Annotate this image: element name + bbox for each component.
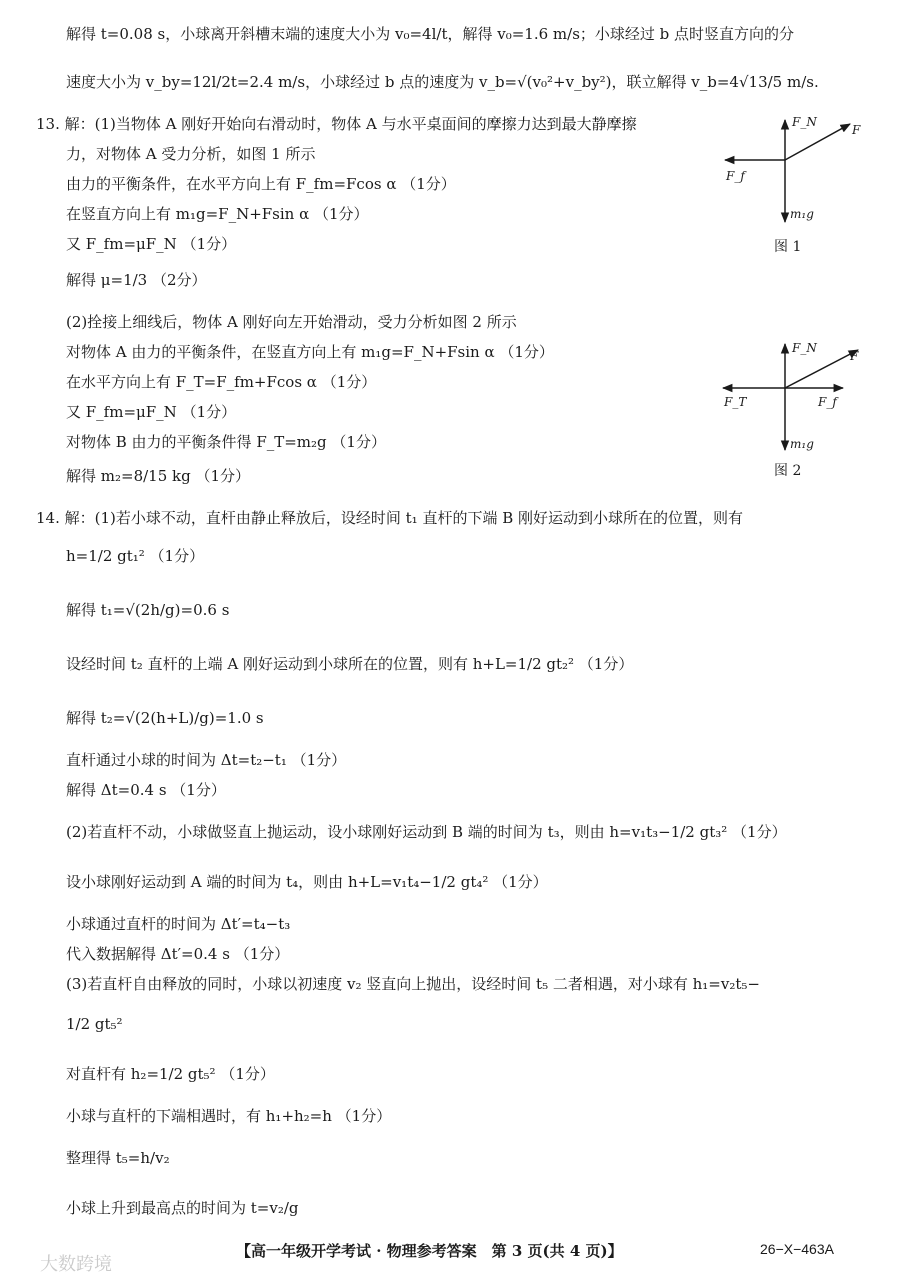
text-line: 又 F_fm=μF_N （1分） xyxy=(66,403,237,421)
text-line: (3)若直杆自由释放的同时，小球以初速度 v₂ 竖直向上抛出，设经时间 t₅ 二者相遇，对小球有 h₁=v₂t₅− xyxy=(66,975,760,993)
text-line: 解得 Δt=0.4 s （1分） xyxy=(66,781,226,799)
label-ft: F_T xyxy=(724,395,747,409)
label-mg: m₁g xyxy=(790,437,814,451)
text-line: 小球上升到最高点的时间为 t=v₂/g xyxy=(66,1199,299,1217)
label-ff: F_f xyxy=(818,395,837,409)
text-line: 解得 t₂=√(2(h+L)/g)=1.0 s xyxy=(66,709,264,727)
label-fn: F_N xyxy=(792,115,817,129)
label-f: F xyxy=(852,123,861,137)
page-footer: 【高一年级开学考试 · 物理参考答案 第 3 页(共 4 页)】 xyxy=(236,1242,623,1260)
applied-force-arrow xyxy=(785,124,850,160)
document-code: 26−X−463A xyxy=(760,1241,834,1257)
text-line: 1/2 gt₅² xyxy=(66,1015,123,1033)
figure-1-caption: 图 1 xyxy=(774,239,802,255)
text-line: 解得 μ=1/3 （2分） xyxy=(66,271,207,289)
label-mg: m₁g xyxy=(790,207,814,221)
text-line: 对物体 A 由力的平衡条件，在竖直方向上有 m₁g=F_N+Fsin α （1分） xyxy=(66,343,554,361)
text-line: 小球通过直杆的时间为 Δt′=t₄−t₃ xyxy=(66,915,291,933)
text-line: 由力的平衡条件，在水平方向上有 F_fm=Fcos α （1分） xyxy=(66,175,456,193)
text-line: 速度大小为 v_by=12l/2t=2.4 m/s，小球经过 b 点的速度为 v_b=√(v₀²+v_by²)，联立解得 v_b=4√13/5 m/s. xyxy=(66,73,819,91)
label-ff: F_f xyxy=(726,169,745,183)
text-line: 直杆通过小球的时间为 Δt=t₂−t₁ （1分） xyxy=(66,751,347,769)
text-line: 在竖直方向上有 m₁g=F_N+Fsin α （1分） xyxy=(66,205,369,223)
text-line: 对直杆有 h₂=1/2 gt₅² （1分） xyxy=(66,1065,275,1083)
text-line: 解得 m₂=8/15 kg （1分） xyxy=(66,467,251,485)
text-line: (2)若直杆不动，小球做竖直上抛运动，设小球刚好运动到 B 端的时间为 t₃，则由 h=v₁t₃−1/2 gt₃² （1分） xyxy=(66,823,787,841)
text-line: 代入数据解得 Δt′=0.4 s （1分） xyxy=(66,945,290,963)
label-f: F xyxy=(850,349,859,363)
watermark: 大数跨境 xyxy=(40,1254,112,1275)
label-fn: F_N xyxy=(792,341,817,355)
question-14-heading: 14. 解：(1)若小球不动，直杆由静止释放后，设经时间 t₁ 直杆的下端 B 刚好运动到小球所在的位置，则有 xyxy=(36,509,744,527)
text-line: 设小球刚好运动到 A 端的时间为 t₄，则由 h+L=v₁t₄−1/2 gt₄² （1分） xyxy=(66,873,548,891)
text-line: 整理得 t₅=h/v₂ xyxy=(66,1149,170,1167)
text-line: 对物体 B 由力的平衡条件得 F_T=m₂g （1分） xyxy=(66,433,386,451)
text-line: 力，对物体 A 受力分析，如图 1 所示 xyxy=(66,145,316,163)
text-line: h=1/2 gt₁² （1分） xyxy=(66,547,205,565)
text-line: 解得 t=0.08 s，小球离开斜槽末端的速度大小为 v₀=4l/t，解得 v₀=1.6 m/s；小球经过 b 点时竖直方向的分 xyxy=(66,25,795,43)
applied-force-arrow xyxy=(785,350,858,388)
text-line: 又 F_fm=μF_N （1分） xyxy=(66,235,237,253)
text-line: 在水平方向上有 F_T=F_fm+Fcos α （1分） xyxy=(66,373,377,391)
text-line: 解得 t₁=√(2h/g)=0.6 s xyxy=(66,601,230,619)
text-line: 设经时间 t₂ 直杆的上端 A 刚好运动到小球所在的位置，则有 h+L=1/2 gt₂² （1分） xyxy=(66,655,634,673)
text-line: (2)拴接上细线后，物体 A 刚好向左开始滑动，受力分析如图 2 所示 xyxy=(66,313,517,331)
question-13-heading: 13. 解：(1)当物体 A 刚好开始向右滑动时，物体 A 与水平桌面间的摩擦力达到最大静摩擦 xyxy=(36,115,637,133)
force-diagram-2 xyxy=(718,338,868,458)
figure-2-caption: 图 2 xyxy=(774,463,802,479)
text-line: 小球与直杆的下端相遇时，有 h₁+h₂=h （1分） xyxy=(66,1107,392,1125)
